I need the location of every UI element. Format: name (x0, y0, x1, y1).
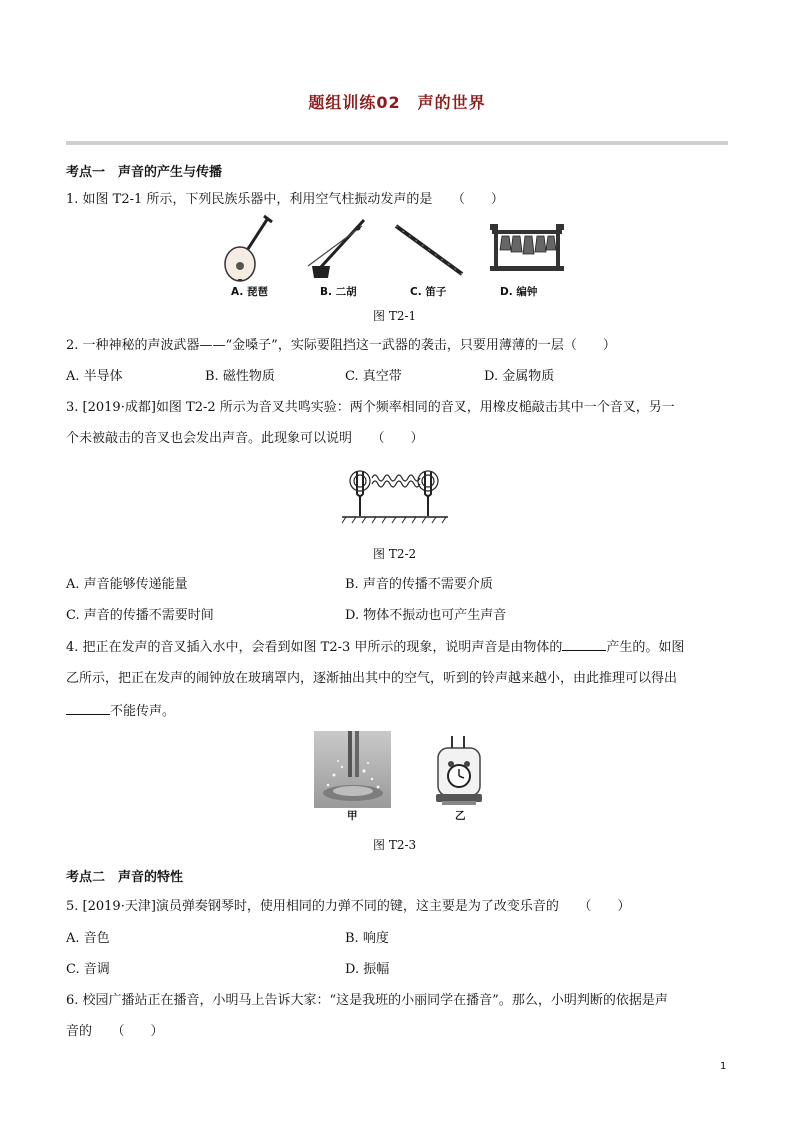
q3-option-a: A. 声音能够传递能量 (66, 577, 188, 592)
tuning-fork-diagram (340, 456, 450, 528)
question-4-line-1 (66, 638, 684, 657)
q5-option-c: C. 音调 (66, 962, 110, 977)
question-3-line-1: 3. [2019·成都]如图 T2-2 所示为音叉共鸣实验：两个频率相同的音叉，用橡皮槌敲击其中一个音叉，另一 (66, 400, 675, 415)
figure-label-jia: 甲 (347, 810, 358, 822)
figure-caption-t2-1: 图 T2-1 (373, 309, 417, 323)
q3-option-b: B. 声音的传播不需要介质 (345, 577, 493, 592)
bell-jar-clock-image (434, 734, 484, 808)
q5-option-d: D. 振幅 (345, 962, 390, 977)
question-5-text: 5. [2019·天津]演员弹奏钢琴时，使用相同的力弹不同的键，这主要是为了改变乐音的 （ ） (66, 899, 631, 914)
figure-label-yi: 乙 (455, 810, 466, 822)
q4-line-3-text: 不能传声。 (110, 704, 176, 719)
q5-option-a: A. 音色 (66, 931, 110, 946)
tuning-fork-water-photo (314, 731, 391, 808)
option-label-c: C. 笛子 (410, 286, 447, 298)
answer-blank-2[interactable] (66, 702, 110, 715)
q2-option-d: D. 金属物质 (484, 369, 555, 384)
q3-option-d: D. 物体不振动也可产生声音 (345, 608, 507, 623)
page-title: 题组训练02 声的世界 (308, 93, 486, 112)
question-3-line-2: 个未被敲击的音叉也会发出声音。此现象可以说明 （ ） (66, 431, 424, 446)
question-6-line-2: 音的 （ ） (66, 1024, 164, 1039)
title-divider (66, 141, 728, 145)
question-2-text: 2. 一种神秘的声波武器——“金嗓子”，实际要阻挡这一武器的袭击，只要用薄薄的一层（ ） (66, 338, 616, 353)
option-label-a: A. 琵琶 (231, 286, 268, 298)
section-heading-1: 考点一 声音的产生与传播 (66, 165, 223, 180)
q4-line-1-end: 产生的。如图 (606, 640, 685, 655)
erhu-image (302, 216, 372, 282)
bianzhong-image (488, 222, 566, 274)
figure-caption-t2-3: 图 T2-3 (373, 838, 417, 852)
answer-blank-1[interactable] (562, 638, 606, 651)
q2-option-b: B. 磁性物质 (205, 369, 275, 384)
option-label-b: B. 二胡 (320, 286, 357, 298)
q2-option-c: C. 真空带 (345, 369, 402, 384)
question-4-line-2: 乙所示，把正在发声的闹钟放在玻璃罩内，逐渐抽出其中的空气，听到的铃声越来越小，由此推理可以得出 (66, 671, 678, 686)
page-number: 1 (720, 1061, 727, 1072)
q2-option-a: A. 半导体 (66, 369, 123, 384)
figure-caption-t2-2: 图 T2-2 (373, 547, 417, 561)
question-1-text: 1. 如图 T2-1 所示，下列民族乐器中，利用空气柱振动发声的是 （ ） (66, 192, 504, 207)
section-heading-2: 考点二 声音的特性 (66, 870, 184, 885)
question-6-line-1: 6. 校园广播站正在播音，小明马上告诉大家：“这是我班的小丽同学在播音”。那么，小明判断的依据是声 (66, 993, 668, 1008)
question-4-line-3 (66, 702, 175, 721)
option-label-d: D. 编钟 (500, 286, 538, 298)
dizi-image (392, 222, 466, 278)
q3-option-c: C. 声音的传播不需要时间 (66, 608, 214, 623)
q5-option-b: B. 响度 (345, 931, 389, 946)
pipa-image (218, 214, 278, 284)
q4-line-1-start: 4. 把正在发声的音叉插入水中，会看到如图 T2-3 甲所示的现象，说明声音是由物体的 (66, 640, 563, 655)
